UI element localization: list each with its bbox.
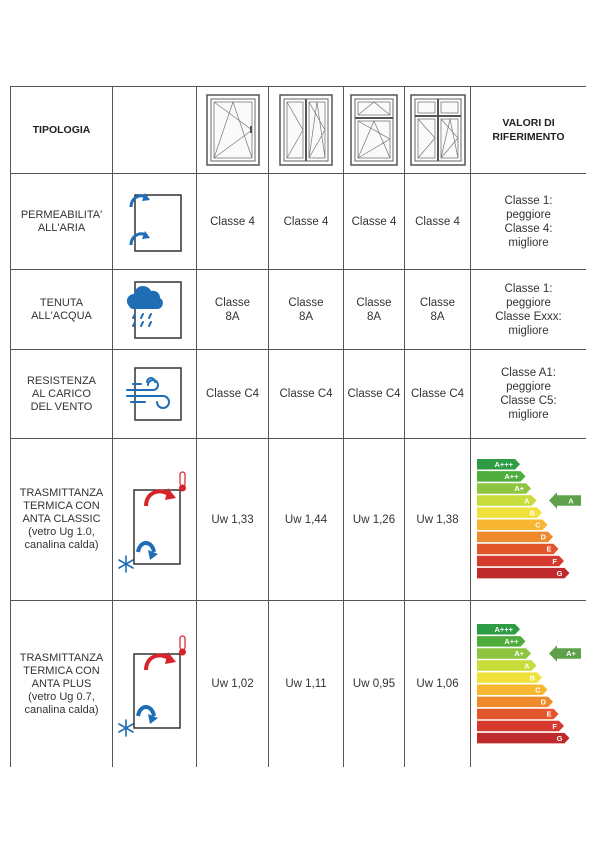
row-1-value-3: Classe 4 — [351, 215, 397, 228]
row-5-value-1: Uw 1,02 — [211, 678, 254, 690]
row-1-value-cell-3 — [344, 174, 404, 269]
energy-class-label-4: A — [523, 496, 529, 506]
energy-class-bar-9 — [477, 556, 564, 567]
energy-class-bar-9 — [477, 720, 564, 731]
row-5-label: TRASMITTANZA TERMICA CON ANTA PLUS (vetro Ug 0.7, canalina calda) — [19, 651, 104, 716]
row-4-reference-cell — [471, 439, 586, 600]
row-3-value-4: Classe C4 — [410, 388, 465, 400]
row-4-value-cell-4 — [405, 439, 470, 600]
energy-rating-arrow — [549, 492, 581, 509]
row-2-value-4: Classe 8A — [419, 296, 456, 323]
row-3-label-cell — [11, 350, 112, 438]
energy-class-label-10: G — [556, 568, 562, 578]
header-tipologia: TIPOLOGIA — [32, 124, 91, 136]
row-1-reference-cell — [471, 174, 586, 269]
row-5-label-cell — [11, 601, 112, 767]
energy-class-label-8: E — [545, 709, 551, 719]
header-valori-di-riferimento: VALORI DI RIFERIMENTO — [492, 117, 565, 143]
row-4-icon-cell — [113, 439, 196, 600]
header-tipologia-cell — [11, 87, 112, 173]
row-4-value-3: Uw 1,26 — [352, 513, 396, 526]
performance-table — [10, 86, 586, 767]
energy-class-label-6: C — [534, 520, 540, 530]
row-5-value-cell-3 — [344, 601, 404, 767]
header-window-cell-3 — [344, 87, 404, 173]
row-2-value-cell-1 — [197, 270, 268, 349]
energy-class-label-3: A+ — [513, 648, 524, 658]
row-1-label-cell — [11, 174, 112, 269]
header-window-cell-1 — [197, 87, 268, 173]
row-5-value-cell-4 — [405, 601, 470, 767]
row-4-value-cell-2 — [269, 439, 343, 600]
row-5-value-cell-1 — [197, 601, 268, 767]
row-2-value-cell-2 — [269, 270, 343, 349]
rain-cloud-icon — [123, 278, 187, 342]
energy-class-bar-10 — [477, 732, 570, 743]
energy-rating-label: A — [567, 496, 574, 506]
row-4-label: TRASMITTANZA TERMICA CON ANTA CLASSIC (vetro Ug 1.0, canalina calda) — [19, 487, 104, 551]
row-2-value-cell-3 — [344, 270, 404, 349]
row-4-value-2: Uw 1,44 — [284, 513, 328, 526]
header-window-cell-4 — [405, 87, 470, 173]
row-2-value-1: Classe 8A — [214, 296, 251, 323]
wind-icon — [123, 362, 187, 426]
energy-class-label-4: A — [523, 660, 529, 670]
row-1-label: PERMEABILITA' ALL'ARIA — [20, 208, 103, 234]
energy-class-label-7: D — [540, 532, 546, 542]
row-5-value-4: Uw 1,06 — [416, 678, 459, 690]
row-4-value-cell-1 — [197, 439, 268, 600]
energy-class-label-10: G — [556, 733, 562, 743]
row-3-label: RESISTENZA AL CARICO DEL VENTO — [26, 374, 97, 413]
energy-rating-arrow — [549, 645, 581, 662]
row-2-value-3: Classe 8A — [356, 296, 392, 323]
row-5-icon-cell — [113, 601, 196, 767]
row-1-reference: Classe 1: peggiore Classe 4: migliore — [504, 194, 553, 249]
energy-class-label-1: A+++ — [493, 460, 513, 469]
row-3-reference-cell — [471, 350, 586, 438]
energy-class-label-5: B — [529, 508, 535, 518]
row-3-value-cell-1 — [197, 350, 268, 438]
row-4-value-1: Uw 1,33 — [211, 513, 254, 526]
energy-class-label-7: D — [540, 697, 546, 707]
row-2-value-cell-4 — [405, 270, 470, 349]
thermal-transmittance-icon — [112, 460, 198, 580]
energy-rating-label: A+ — [565, 648, 576, 658]
energy-class-label-2: A++ — [503, 636, 518, 646]
window-single-sash-tilt-turn-icon — [206, 94, 260, 166]
window-double-sash-with-transom-icon — [410, 94, 466, 166]
row-5-value-3: Uw 0,95 — [352, 678, 396, 690]
row-2-icon-cell — [113, 270, 196, 349]
energy-class-scale — [475, 622, 583, 747]
row-4-value-cell-3 — [344, 439, 404, 600]
header-icon-cell — [113, 87, 196, 173]
row-3-value-cell-4 — [405, 350, 470, 438]
row-2-label-cell — [11, 270, 112, 349]
energy-class-bar-10 — [477, 568, 570, 579]
row-3-icon-cell — [113, 350, 196, 438]
row-4-value-4: Uw 1,38 — [416, 513, 459, 526]
row-5-reference-cell — [471, 601, 586, 767]
energy-class-label-5: B — [529, 672, 535, 682]
energy-class-label-6: C — [534, 685, 540, 694]
row-3-value-2: Classe C4 — [279, 388, 333, 400]
row-5-value-2: Uw 1,11 — [285, 678, 327, 690]
header-valori-cell — [471, 87, 586, 173]
row-1-value-4: Classe 4 — [415, 215, 460, 228]
thermal-transmittance-icon — [112, 624, 198, 744]
row-3-value-3: Classe C4 — [347, 388, 401, 400]
row-2-value-2: Classe 8A — [288, 296, 324, 323]
row-5-value-cell-2 — [269, 601, 343, 767]
row-2-reference-cell — [471, 270, 586, 349]
row-1-value-2: Classe 4 — [283, 215, 329, 228]
row-1-value-cell-2 — [269, 174, 343, 269]
row-3-reference: Classe A1: peggiore Classe C5: migliore — [500, 367, 557, 421]
row-3-value-1: Classe C4 — [205, 388, 260, 400]
energy-class-label-8: E — [545, 544, 551, 554]
header-window-cell-2 — [269, 87, 343, 173]
energy-class-scale — [475, 457, 583, 582]
row-1-value-cell-4 — [405, 174, 470, 269]
energy-class-label-1: A+++ — [493, 624, 513, 634]
window-double-sash-icon — [279, 94, 333, 166]
row-1-value-cell-1 — [197, 174, 268, 269]
row-2-label: TENUTA ALL'ACQUA — [31, 296, 92, 322]
energy-class-label-3: A+ — [513, 484, 524, 494]
energy-class-label-2: A++ — [503, 472, 518, 482]
row-3-value-cell-3 — [344, 350, 404, 438]
energy-class-label-9: F — [551, 721, 557, 731]
air-permeability-icon — [123, 185, 187, 259]
row-2-reference: Classe 1: peggiore Classe Exxx: migliore — [495, 282, 562, 337]
row-1-value-1: Classe 4 — [210, 215, 255, 228]
energy-class-label-9: F — [551, 556, 557, 566]
row-3-value-cell-2 — [269, 350, 343, 438]
row-4-label-cell — [11, 439, 112, 600]
row-1-icon-cell — [113, 174, 196, 269]
window-single-sash-with-transom-icon — [350, 94, 398, 166]
